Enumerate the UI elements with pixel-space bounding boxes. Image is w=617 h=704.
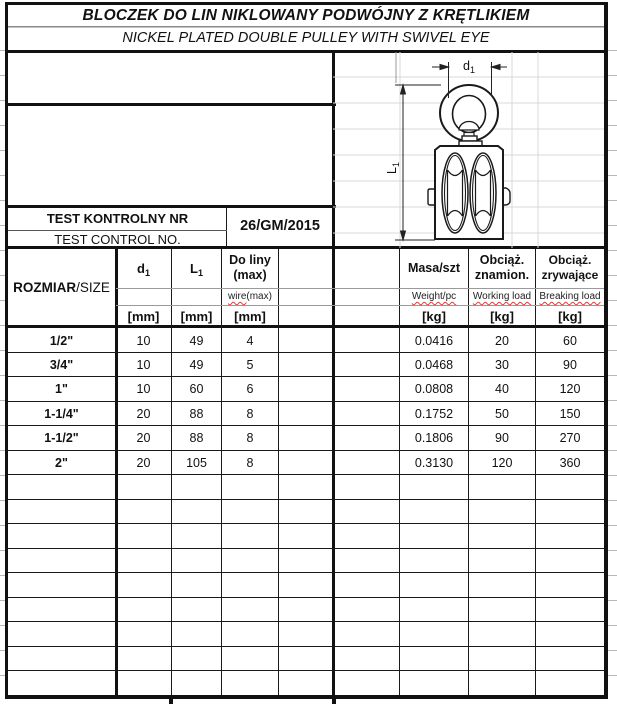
header-wire-sub: wire(max) — [228, 291, 272, 302]
cell-size: 1/2" — [49, 334, 74, 348]
cell-breaking: 60 — [563, 334, 577, 348]
cell-working: 90 — [495, 431, 509, 445]
cell-size: 1" — [55, 382, 68, 396]
unit-breaking: [kg] — [558, 309, 582, 324]
dim-label-l1: $L_1$ — [385, 162, 401, 174]
cell-size: 3/4" — [49, 358, 74, 372]
unit-working: [kg] — [490, 309, 514, 324]
cell-size: 2" — [55, 456, 68, 470]
header-mass: Masa/szt — [407, 261, 461, 275]
header-size — [8, 280, 115, 295]
cell-l1: 49 — [189, 358, 204, 372]
header-mass-sub: Weight/pc — [411, 291, 457, 302]
unit-d1: [mm] — [127, 309, 160, 324]
cell-d1: 20 — [136, 407, 151, 421]
header-d1: $d_1$ — [137, 261, 150, 278]
cell-l1: 105 — [186, 456, 207, 470]
header-breaking-sub: Breaking load — [539, 291, 601, 302]
cell-d1: 20 — [136, 431, 151, 445]
cell-d1: 10 — [136, 382, 151, 396]
cell-working: 20 — [495, 334, 509, 348]
test-control-label-en: TEST CONTROL NO. — [54, 232, 181, 247]
header-breaking: Obciąż. zrywające — [541, 253, 599, 282]
header-wire: Do liny (max) — [229, 253, 271, 282]
test-control-number: 26/GM/2015 — [240, 218, 320, 234]
info-box-top — [8, 53, 333, 103]
cell-wire: 8 — [246, 431, 254, 445]
unit-wire: [mm] — [234, 309, 266, 324]
unit-l1: [mm] — [180, 309, 213, 324]
cell-working: 120 — [491, 456, 513, 470]
header-working-sub: Working load — [472, 291, 532, 302]
cell-d1: 10 — [136, 358, 151, 372]
test-control-label-pl: TEST KONTROLNY NR — [46, 211, 189, 226]
cell-l1: 88 — [189, 407, 204, 421]
header-size-en: /SIZE — [76, 280, 110, 295]
cell-wire: 6 — [246, 382, 254, 396]
page-title-pl: BLOCZEK DO LIN NIKLOWANY PODWÓJNY Z KRĘTLIKIEM — [82, 7, 530, 24]
cell-wire: 8 — [246, 407, 254, 421]
header-size-pl: ROZMIAR — [13, 280, 77, 295]
cell-mass: 0.3130 — [414, 456, 454, 470]
cell-mass: 0.0468 — [414, 358, 454, 372]
cell-wire: 5 — [246, 358, 254, 372]
cell-working: 50 — [495, 407, 509, 421]
cell-wire: 4 — [246, 334, 254, 348]
cell-working: 40 — [495, 382, 509, 396]
header-working: Obciąż. znamion. — [474, 253, 530, 282]
dim-label-d1: $d_1$ — [463, 59, 475, 75]
cell-mass: 0.1806 — [414, 431, 454, 445]
cell-l1: 60 — [189, 382, 204, 396]
pulley-drawing — [333, 52, 604, 248]
page-title-en: NICKEL PLATED DOUBLE PULLEY WITH SWIVEL EYE — [122, 30, 490, 46]
cell-mass: 0.0808 — [414, 382, 454, 396]
cell-breaking: 120 — [559, 382, 581, 396]
cell-l1: 88 — [189, 431, 204, 445]
cell-l1: 49 — [189, 334, 204, 348]
unit-mass: [kg] — [422, 309, 446, 324]
info-box-bottom — [8, 108, 333, 205]
cell-breaking: 360 — [559, 456, 581, 470]
cell-breaking: 90 — [563, 358, 577, 372]
cell-size: 1-1/2" — [44, 431, 79, 445]
cell-mass: 0.1752 — [414, 407, 454, 421]
cell-size: 1-1/4" — [44, 407, 79, 421]
header-l1: $L_1$ — [190, 261, 203, 278]
cell-breaking: 150 — [559, 407, 581, 421]
cell-d1: 10 — [136, 334, 151, 348]
cell-d1: 20 — [136, 456, 151, 470]
cell-wire: 8 — [246, 456, 254, 470]
cell-mass: 0.0416 — [414, 334, 454, 348]
cell-working: 30 — [495, 358, 509, 372]
cell-breaking: 270 — [559, 431, 581, 445]
